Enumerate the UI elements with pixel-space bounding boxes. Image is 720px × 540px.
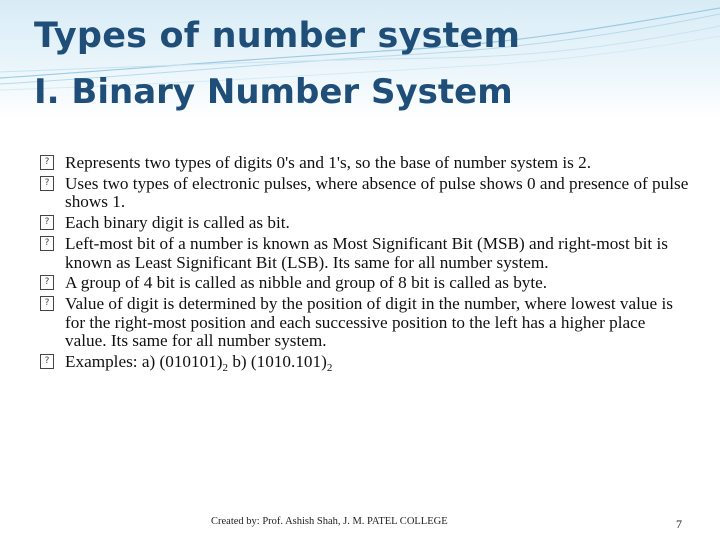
bullet-item-examples xyxy=(40,352,690,375)
bullet-item xyxy=(40,295,690,351)
page-number: 7 xyxy=(676,517,682,531)
missing-glyph-box-icon: ? xyxy=(40,296,54,311)
bullet-list xyxy=(40,154,690,374)
examples-middle: b) (1010.101) xyxy=(228,352,327,372)
bullet-text: Uses two types of electronic pulses, where absence of pulse shows 0 and presence of pulse shows 1. xyxy=(65,173,689,212)
example-b-base: 2 xyxy=(326,362,333,375)
missing-glyph-box-icon: ? xyxy=(40,275,54,290)
missing-glyph-box-icon: ? xyxy=(40,176,54,191)
slide-subtitle xyxy=(34,72,513,112)
subtitle-numeral: I. xyxy=(34,72,60,112)
missing-glyph-box-icon: ? xyxy=(40,354,54,369)
slide-title: Types of number system xyxy=(34,16,521,56)
bullet-text: Left-most bit of a number is known as Most Significant Bit (MSB) and right-most bit is known as Least Significant Bit (LSB). Its same for all number system. xyxy=(65,233,668,272)
bullet-text: Value of digit is determined by the position of digit in the number, where lowest value is for the right-most position and each successive position to the left has a higher place value. Its same for all number system. xyxy=(65,293,673,351)
example-a-base: 2 xyxy=(222,362,229,375)
bullet-text: A group of 4 bit is called as nibble and group of 8 bit is called as byte. xyxy=(65,273,548,293)
missing-glyph-box-icon: ? xyxy=(40,215,54,230)
bullet-text: Represents two types of digits 0's and 1's, so the base of number system is 2. xyxy=(65,153,592,172)
examples-prefix: Examples: a) (010101) xyxy=(65,352,223,372)
bullet-text: Each binary digit is called as bit. xyxy=(65,213,290,233)
bullet-item xyxy=(40,235,690,272)
bullet-item xyxy=(40,214,690,233)
bullet-item xyxy=(40,175,690,212)
bullet-item xyxy=(40,154,690,173)
subtitle-text: Binary Number System xyxy=(59,72,513,112)
footer-credit: Created by: Prof. Ashish Shah, J. M. PATEL COLLEGE xyxy=(211,516,448,527)
missing-glyph-box-icon: ? xyxy=(40,236,54,251)
missing-glyph-box-icon: ? xyxy=(40,155,54,170)
bullet-item xyxy=(40,274,690,293)
